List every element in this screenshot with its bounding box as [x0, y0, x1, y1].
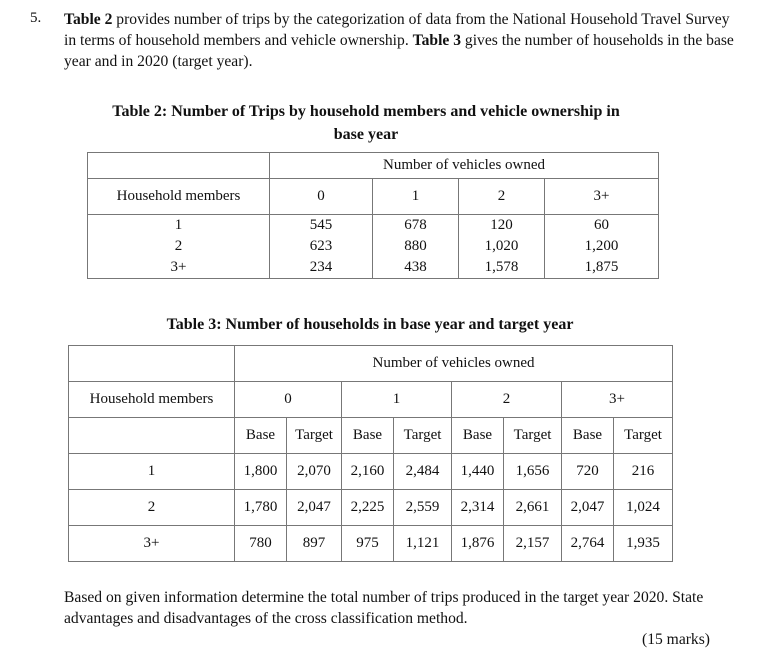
table2-col-header: 2: [459, 179, 545, 215]
table2-corner: [88, 153, 270, 179]
table3-cell: 1,024: [614, 490, 673, 526]
table3-cell: 216: [614, 454, 673, 490]
table2-row-label: 1: [174, 217, 183, 233]
table2-cell: 60: [594, 217, 610, 233]
table2-cell: 1,875: [584, 259, 619, 275]
table2-row-labels: [88, 215, 270, 279]
intro-text-2: gives the number of households in the base year and in 2020 (target year).: [64, 32, 734, 70]
table2-cell: 545: [309, 217, 333, 233]
table2-cell: 1,200: [584, 238, 619, 254]
table3-cell: 1,440: [452, 454, 504, 490]
table3-title: Table 3: Number of households in base year and target year: [166, 316, 574, 333]
table2-cell: 120: [490, 217, 513, 233]
table2-cell: 678: [404, 217, 427, 233]
table3-cell: 1,121: [394, 526, 452, 562]
table2-title-line1: Table 2: Number of Trips by household members and vehicle ownership in: [112, 103, 620, 120]
table2-col-1-values: [373, 215, 459, 279]
table3-cell: 2,047: [287, 490, 342, 526]
table3-base-label: Base: [235, 418, 287, 454]
table3-cell: 2,764: [562, 526, 614, 562]
table3-row-label: 2: [69, 490, 235, 526]
table2-col-header: 1: [373, 179, 459, 215]
table3: [68, 345, 673, 562]
table3-base-label: Base: [452, 418, 504, 454]
table2-col-header: 3+: [545, 179, 659, 215]
table3-cell: 897: [287, 526, 342, 562]
table3-cell: 2,047: [562, 490, 614, 526]
table3-col-header: 2: [452, 382, 562, 418]
table3-col-header: 3+: [562, 382, 673, 418]
table3-cell: 2,157: [504, 526, 562, 562]
table3-row-label: 1: [69, 454, 235, 490]
question-number: 5.: [30, 10, 42, 26]
table3-row-label: 3+: [69, 526, 235, 562]
table2-title: [66, 100, 666, 146]
table3-target-label: Target: [614, 418, 673, 454]
table2-cell: 880: [404, 238, 427, 254]
table2-col-header: 0: [270, 179, 373, 215]
table2-row-label: 2: [174, 238, 183, 254]
intro-bold-table2: Table 2: [64, 11, 113, 28]
table3-col-header: 0: [235, 382, 342, 418]
question-marks: (15 marks): [642, 631, 710, 648]
table3-cell: 2,070: [287, 454, 342, 490]
table3-cell: 1,800: [235, 454, 287, 490]
table2-col-3-values: [545, 215, 659, 279]
table2-title-line2: base year: [333, 126, 399, 143]
table2-row-header: Household members: [88, 179, 270, 215]
table3-blank: [69, 418, 235, 454]
intro-text-1: provides number of trips by the categorization of data from the National Household Travel Survey in terms of household members and vehicle ownership.: [64, 11, 730, 49]
table3-col-header: 1: [342, 382, 452, 418]
intro-bold-table3: Table 3: [412, 32, 462, 49]
table3-cell: 975: [342, 526, 394, 562]
table3-cell: 2,225: [342, 490, 394, 526]
table2-cell: 438: [404, 259, 427, 275]
table3-row-header: Household members: [69, 382, 235, 418]
table3-cell: 2,661: [504, 490, 562, 526]
table3-cell: 2,160: [342, 454, 394, 490]
question-outro: Based on given information determine the total number of trips produced in the target year 2020. State advantages and disadvantages of the cross classification method.: [64, 589, 704, 627]
table3-cell: 1,656: [504, 454, 562, 490]
table3-cell: 780: [235, 526, 287, 562]
question-intro: [64, 9, 736, 72]
table3-target-label: Target: [287, 418, 342, 454]
table2: [87, 152, 659, 279]
table3-target-label: Target: [394, 418, 452, 454]
table2-group-header: Number of vehicles owned: [270, 153, 659, 179]
table3-cell: 2,314: [452, 490, 504, 526]
table3-base-label: Base: [342, 418, 394, 454]
table2-cell: 623: [309, 238, 333, 254]
table3-corner: [69, 346, 235, 382]
table3-group-header: Number of vehicles owned: [235, 346, 673, 382]
table3-cell: 720: [562, 454, 614, 490]
table3-cell: 1,780: [235, 490, 287, 526]
table2-col-2-values: [459, 215, 545, 279]
table2-col-0-values: [270, 215, 373, 279]
table3-cell: 1,935: [614, 526, 673, 562]
table2-cell: 234: [309, 259, 333, 275]
table3-cell: 1,876: [452, 526, 504, 562]
table3-cell: 2,484: [394, 454, 452, 490]
table2-cell: 1,020: [484, 238, 519, 254]
table2-cell: 1,578: [484, 259, 519, 275]
table3-cell: 2,559: [394, 490, 452, 526]
table3-target-label: Target: [504, 418, 562, 454]
table3-base-label: Base: [562, 418, 614, 454]
table2-row-label: 3+: [170, 259, 187, 275]
